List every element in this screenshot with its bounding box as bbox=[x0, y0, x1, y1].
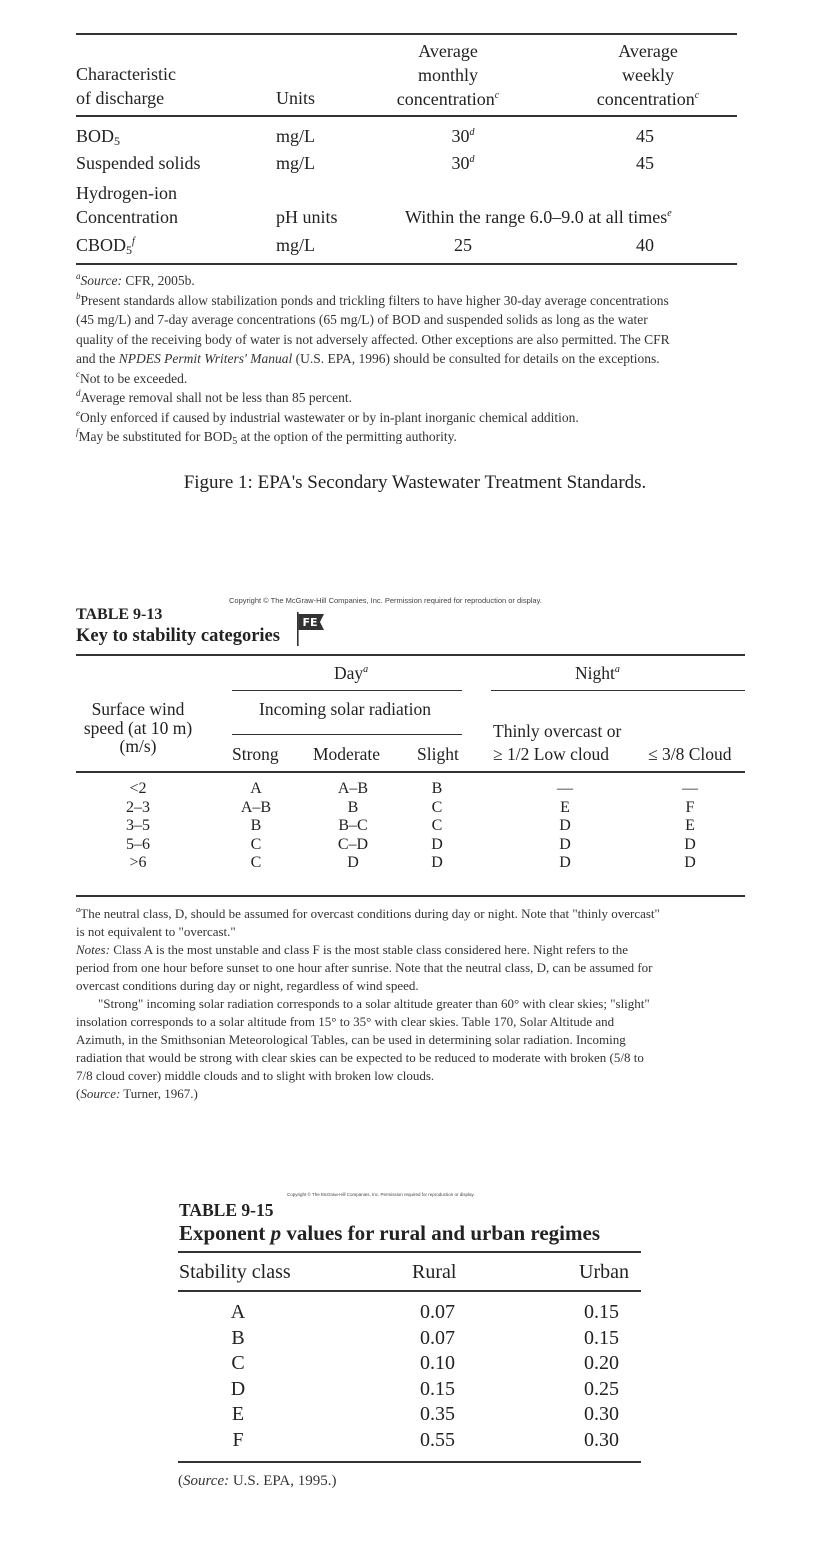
table-row: >6 C D D D D bbox=[129, 854, 696, 871]
header-monthly: Average monthly concentration$^c$ bbox=[396, 41, 500, 109]
header-day: Day$^a$ bbox=[334, 663, 369, 683]
row-ss-weekly: 45 bbox=[636, 153, 654, 173]
row-ss-units: mg/L bbox=[276, 153, 315, 173]
fe-flag-icon bbox=[296, 612, 326, 646]
header-characteristic: Characteristic of discharge bbox=[76, 64, 176, 108]
table-row: 3–5 B B–C C D E bbox=[126, 817, 695, 834]
table3-bottom-rule bbox=[178, 1461, 641, 1463]
row-cbod-weekly: 40 bbox=[636, 235, 654, 255]
table-row: F 0.55 0.30 bbox=[232, 1428, 619, 1451]
table-row: Hydrogen-ion Concentration bbox=[76, 183, 178, 227]
header-low-cloud: ≥ 1/2 Low cloud bbox=[493, 744, 610, 764]
table-title: Exponent p values for rural and urban regimes bbox=[179, 1221, 601, 1245]
table-row: B 0.07 0.15 bbox=[231, 1326, 619, 1349]
table2-top-rule bbox=[76, 654, 745, 656]
table-row: $CBOD_5^f$ bbox=[76, 235, 135, 257]
day-rule bbox=[232, 690, 462, 691]
table3-top-rule bbox=[178, 1251, 641, 1253]
row-bod-weekly: 45 bbox=[636, 126, 654, 146]
table1-top-rule bbox=[76, 33, 737, 35]
header-weekly: Average weekly concentration$^c$ bbox=[596, 41, 700, 109]
figure-caption: Figure 1: EPA's Secondary Wastewater Treatment Standards. bbox=[183, 472, 647, 493]
header-units: Units bbox=[276, 88, 316, 108]
table3-source: (Source: U.S. EPA, 1995.) bbox=[178, 1473, 337, 1489]
table-row: A 0.07 0.15 bbox=[230, 1301, 619, 1323]
header-wind: Surface wind speed (at 10 m) (m/s) bbox=[83, 699, 193, 756]
table2-header-rule bbox=[76, 771, 745, 773]
table-row: E 0.35 0.30 bbox=[231, 1403, 619, 1425]
table2-body bbox=[0, 780, 815, 873]
header-thinly: Thinly overcast or bbox=[493, 721, 622, 741]
header-slight: Slight bbox=[417, 744, 459, 764]
table3-body bbox=[0, 1300, 815, 1453]
incoming-rule bbox=[232, 734, 462, 735]
header-moderate: Moderate bbox=[313, 744, 381, 764]
copyright-notice: Copyright © The McGraw-Hill Companies, Inc. Permission required for reproduction or display. bbox=[287, 1192, 475, 1197]
row-cbod-units: mg/L bbox=[276, 235, 315, 255]
row-bod-monthly: 30$^d$ bbox=[451, 126, 475, 146]
table-row: 5–6 C C–D D D D bbox=[126, 835, 696, 853]
svg-text:FE: FE bbox=[302, 616, 318, 629]
table-row: $BOD_5$ bbox=[76, 126, 121, 148]
table-number: TABLE 9-13 bbox=[76, 606, 163, 623]
table-row: <2 A A–B B — — bbox=[129, 780, 698, 797]
copyright-notice: Copyright © The McGraw-Hill Companies, Inc. Permission required for reproduction or display. bbox=[229, 596, 542, 605]
table-row: 2–3 A–B B C E F bbox=[126, 798, 695, 816]
header-rural: Rural bbox=[412, 1261, 457, 1283]
table-title: Key to stability categories bbox=[76, 626, 280, 646]
row-bod-units: mg/L bbox=[276, 126, 315, 146]
table-number: TABLE 9-15 bbox=[179, 1200, 274, 1220]
header-strong: Strong bbox=[232, 744, 279, 764]
header-incoming: Incoming solar radiation bbox=[259, 699, 432, 719]
row-ph-range: Within the range 6.0–9.0 at all times$^e$ bbox=[405, 207, 672, 227]
row-ph-units: pH units bbox=[276, 207, 338, 227]
header-urban: Urban bbox=[579, 1261, 629, 1283]
table-row: D 0.15 0.25 bbox=[230, 1377, 619, 1400]
table1-footnotes: $^a$Source: CFR, 2005b. $^b$Present standards allow stabilization ponds and trickling filters to have higher 30-day average concentrations (45 mg/L) and 7-day average concentrations (65 mg/L) of BOD and suspended solids as long as the water quality of the receiving body of water is not adversely affected. Other exceptions are also permitted. The CFR and the NPDES Permit Writers' Manual (U.S. EPA, 1996) should be consulted for details on the exceptions. $^c$Not to be exceeded. $^d$Average removal shall not be less than 85 percent. $^e$Only enforced if caused by industrial wastewater or by in-plant inorganic chemical addition. $^f$May be substituted for $BOD_5$ at the option of the permitting authority. bbox=[76, 271, 670, 447]
header-night: Night$^a$ bbox=[575, 663, 620, 683]
table2-bottom-rule bbox=[76, 895, 745, 897]
table1-bottom-rule bbox=[76, 263, 737, 265]
table3-header-rule bbox=[178, 1290, 641, 1292]
table2-footnotes: $^a$The neutral class, D, should be assumed for overcast conditions during day or night. Note that "thinly overcast" is not equivalent to "overcast." Notes: Class A is the most unstable and class F is the most stable class considered here. Night refers to the period from one hour before sunset to one hour after sunrise. Note that the neutral class, D, can be assumed for overcast conditions during day or night, regardless of wind speed. "Strong" incoming solar radiation corresponds to a solar altitude greater than 60° with clear skies; "slight" insolation corresponds to a solar altitude from 15° to 35° with clear skies. Table 170, Solar Altitude and Azimuth, in the Smithsonian Meteorological Tables, can be used in determining solar radiation. Incoming radiation that would be strong with clear skies can be expected to be reduced to moderate with broken (5/8 to 7/8 cloud cover) middle clouds and to slight with broken low clouds. (Source: Turner, 1967.) bbox=[76, 904, 660, 1101]
table-row: Suspended solids bbox=[76, 153, 201, 173]
table1-header-rule bbox=[76, 115, 737, 117]
row-ss-monthly: 30$^d$ bbox=[451, 153, 475, 173]
row-cbod-monthly: 25 bbox=[454, 235, 472, 255]
night-rule bbox=[491, 690, 745, 691]
table-row: C 0.10 0.20 bbox=[231, 1352, 619, 1374]
header-cloud-38: ≤ 3/8 Cloud bbox=[648, 744, 732, 764]
header-stability-class: Stability class bbox=[179, 1261, 291, 1283]
